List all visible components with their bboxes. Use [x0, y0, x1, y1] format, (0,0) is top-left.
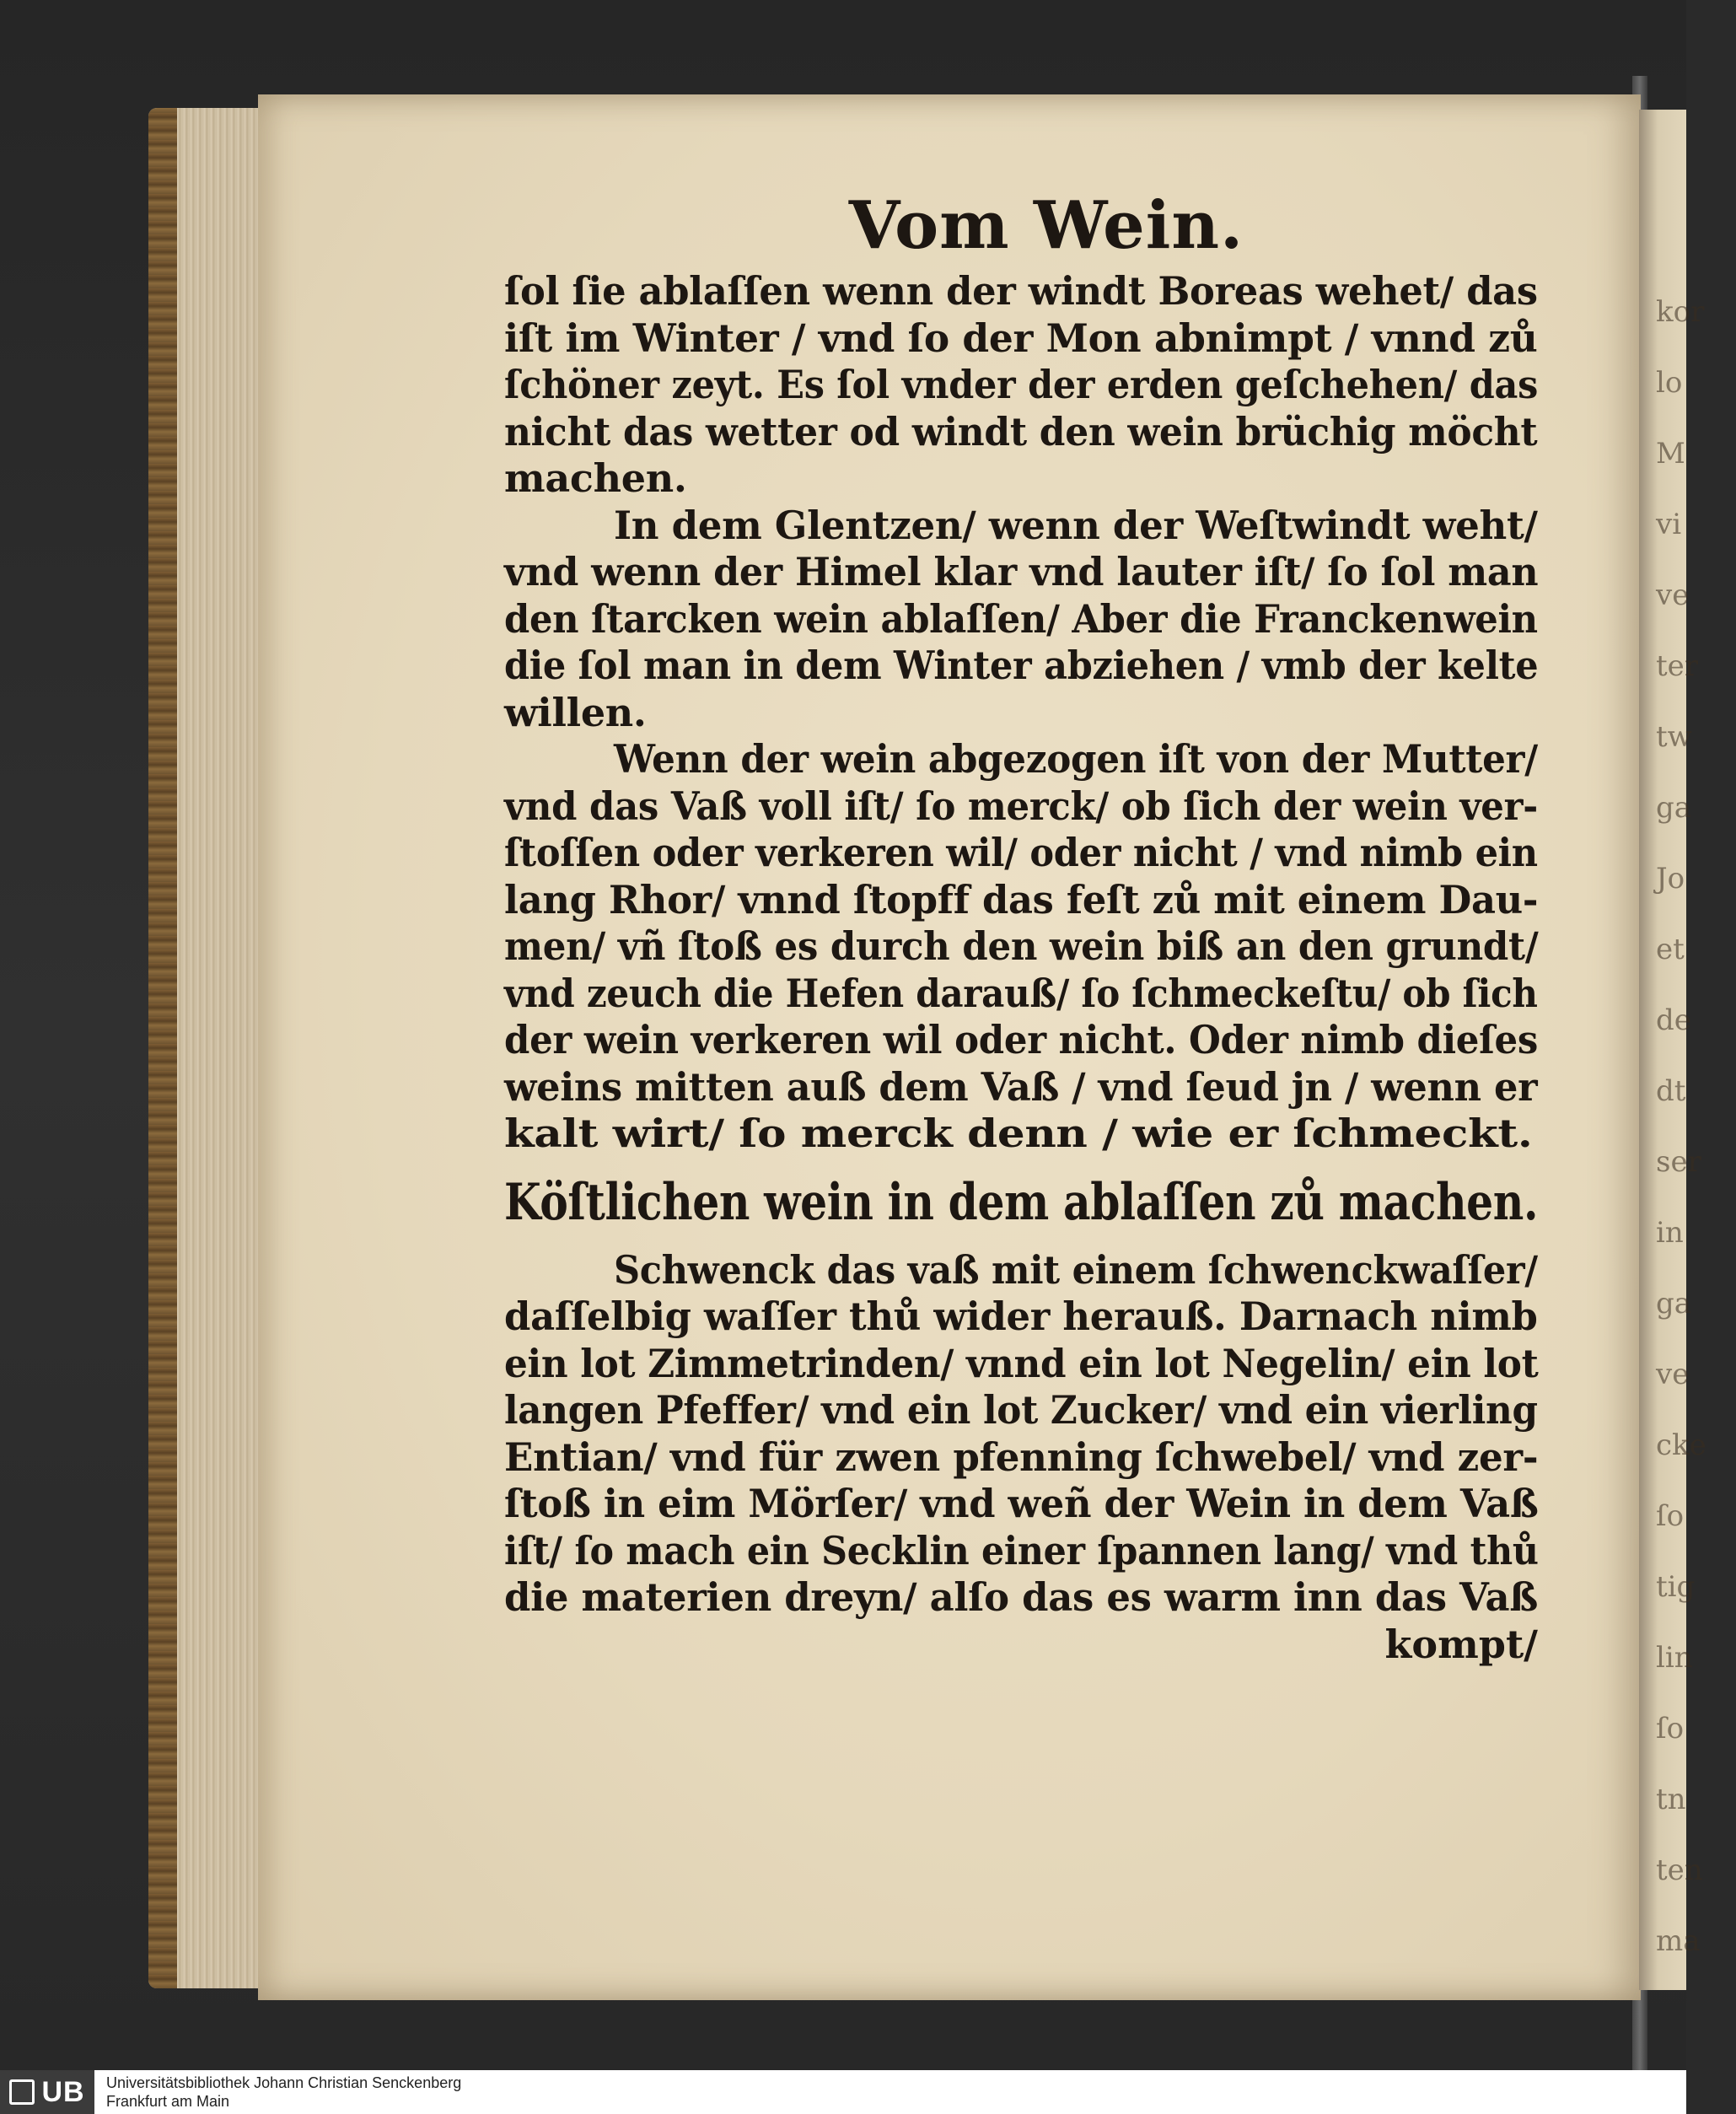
logo-mark-icon: [9, 2079, 35, 2105]
text-line: der wein verkeren wil oder nicht. Oder nimb dieſes: [504, 1017, 1539, 1062]
institution-name: Universitätsbibliothek Johann Christian Senckenberg: [106, 2074, 462, 2091]
facing-page-fragment: cke: [1656, 1428, 1706, 1462]
catchword: kompt/: [1384, 1621, 1538, 1667]
facing-page-fragment: ſo: [1656, 1499, 1685, 1533]
facing-page-fragment: in: [1656, 1216, 1684, 1250]
institution-city: Frankfurt am Main: [106, 2093, 230, 2110]
facing-page-edge: [1639, 110, 1706, 1990]
footer-credit: [106, 2074, 461, 2111]
text-line: ſol ſie ablaſſen wenn der windt Boreas wehet/ das: [504, 268, 1538, 314]
text-line: den ſtarcken wein ablaſſen/ Aber die Franckenwein: [504, 595, 1538, 642]
text-line: vnd das Vaß voll iſt/ ſo merck/ ob ſich der wein ver-: [504, 783, 1538, 829]
facing-page-fragment: M: [1656, 437, 1685, 471]
facing-page-fragment: ve: [1656, 1358, 1690, 1391]
text-line: vnd zeuch die Hefen darauß/ ſo ſchmeckeſtu/ ob ſich: [504, 970, 1538, 1016]
text-line: langen Pfeffer/ vnd ein lot Zucker/ vnd ein vierling: [504, 1387, 1538, 1433]
paragraph: [504, 1247, 1538, 1622]
text-line: die materien dreyn/ alſo das es warm inn das Vaß: [504, 1574, 1539, 1620]
facing-page-fragment: lin: [1656, 1641, 1693, 1675]
text-line: daſſelbig waſſer thů wider herauß. Darnach nimb: [504, 1294, 1538, 1339]
footer-bar: [0, 2070, 1686, 2114]
text-line: iſt/ ſo mach ein Secklin einer ſpannen lang/ vnd thů: [504, 1527, 1539, 1573]
running-head: Vom Wein.: [848, 187, 1244, 264]
library-logo: [0, 2070, 94, 2114]
paragraph: [504, 503, 1538, 737]
facing-page-fragment: ga: [1656, 1287, 1692, 1321]
facing-page-fragment: et: [1656, 933, 1685, 966]
facing-page-fragment: dt: [1656, 1074, 1686, 1108]
text-line: ſtoß in eim Mörſer/ vnd weñ der Wein in dem Vaß: [504, 1481, 1539, 1526]
facing-page-fragment: lo: [1656, 366, 1683, 400]
text-line: vnd wenn der Himel klar vnd lauter iſt/ ſo ſol man: [504, 549, 1539, 594]
facing-page-fragment: tig: [1656, 1570, 1696, 1604]
facing-page-fragment: kor: [1656, 295, 1705, 329]
text-line: ein lot Zimmetrinden/ vnnd ein lot Negelin/ ein lot: [504, 1340, 1539, 1386]
facing-page-fragment: ser: [1656, 1145, 1701, 1179]
paragraph: [504, 736, 1538, 1158]
text-line: Schwenck das vaß mit einem ſchwenckwaſſer/: [614, 1246, 1538, 1293]
text-line: men/ vñ ſtoß es durch den wein biß an den grundt/: [504, 923, 1539, 969]
text-line: iſt im Winter / vnd ſo der Mon abnimpt / vnnd zů: [504, 315, 1538, 361]
text-line: In dem Glentzen/ wenn der Weſtwindt weht/: [614, 502, 1538, 548]
logo-text: UB: [41, 2075, 85, 2108]
text-line: Entian/ vnd für zwen pfenning ſchwebel/ vnd zer-: [504, 1434, 1539, 1480]
paragraph: [504, 268, 1538, 503]
facing-page-fragment: ve: [1656, 578, 1690, 612]
text-line: weins mitten auß dem Vaß / vnd ſeud jn / wenn er: [504, 1063, 1538, 1110]
text-line: Wenn der wein abgezogen iſt von der Mutter/: [614, 736, 1538, 782]
text-line: die ſol man in dem Winter abziehen / vmb der kelte: [504, 643, 1539, 688]
facing-page-fragment: ga: [1656, 791, 1692, 825]
text-block: [504, 184, 1538, 1668]
facing-page-fragment: ten: [1656, 1853, 1703, 1887]
text-line: lang Rhor/ vnnd ſtopff das feſt zů mit einem Dau-: [504, 876, 1539, 923]
facing-page-fragment: Jo: [1656, 862, 1685, 896]
text-line: ſtoſſen oder verkeren wil/ oder nicht / vnd nimb ein: [504, 830, 1538, 875]
text-line: willen.: [504, 689, 647, 735]
facing-page-fragment: ter: [1656, 649, 1699, 683]
facing-page-fragment: tw: [1656, 720, 1692, 754]
text-line: kalt wirt/ ſo merck denn / wie er ſchmeckt.: [504, 1111, 1533, 1156]
facing-page-fragment: de: [1656, 1003, 1691, 1037]
text-line: nicht das wetter od windt den wein brüchig möcht: [504, 408, 1538, 455]
text-line: ſchöner zeyt. Es ſol vnder der erden geſchehen/ das: [504, 362, 1538, 407]
facing-page-fragment: ma: [1656, 1924, 1701, 1958]
facing-page-fragment: tn: [1656, 1783, 1686, 1816]
facing-page-fragment: vi: [1656, 508, 1682, 541]
section-heading: Köſtlichen wein in dem ablaſſen zů machen.: [504, 1172, 1539, 1232]
text-line: machen.: [504, 455, 687, 501]
facing-page-fragment: ſo: [1656, 1712, 1685, 1746]
book-binding-edge: [148, 108, 177, 1988]
